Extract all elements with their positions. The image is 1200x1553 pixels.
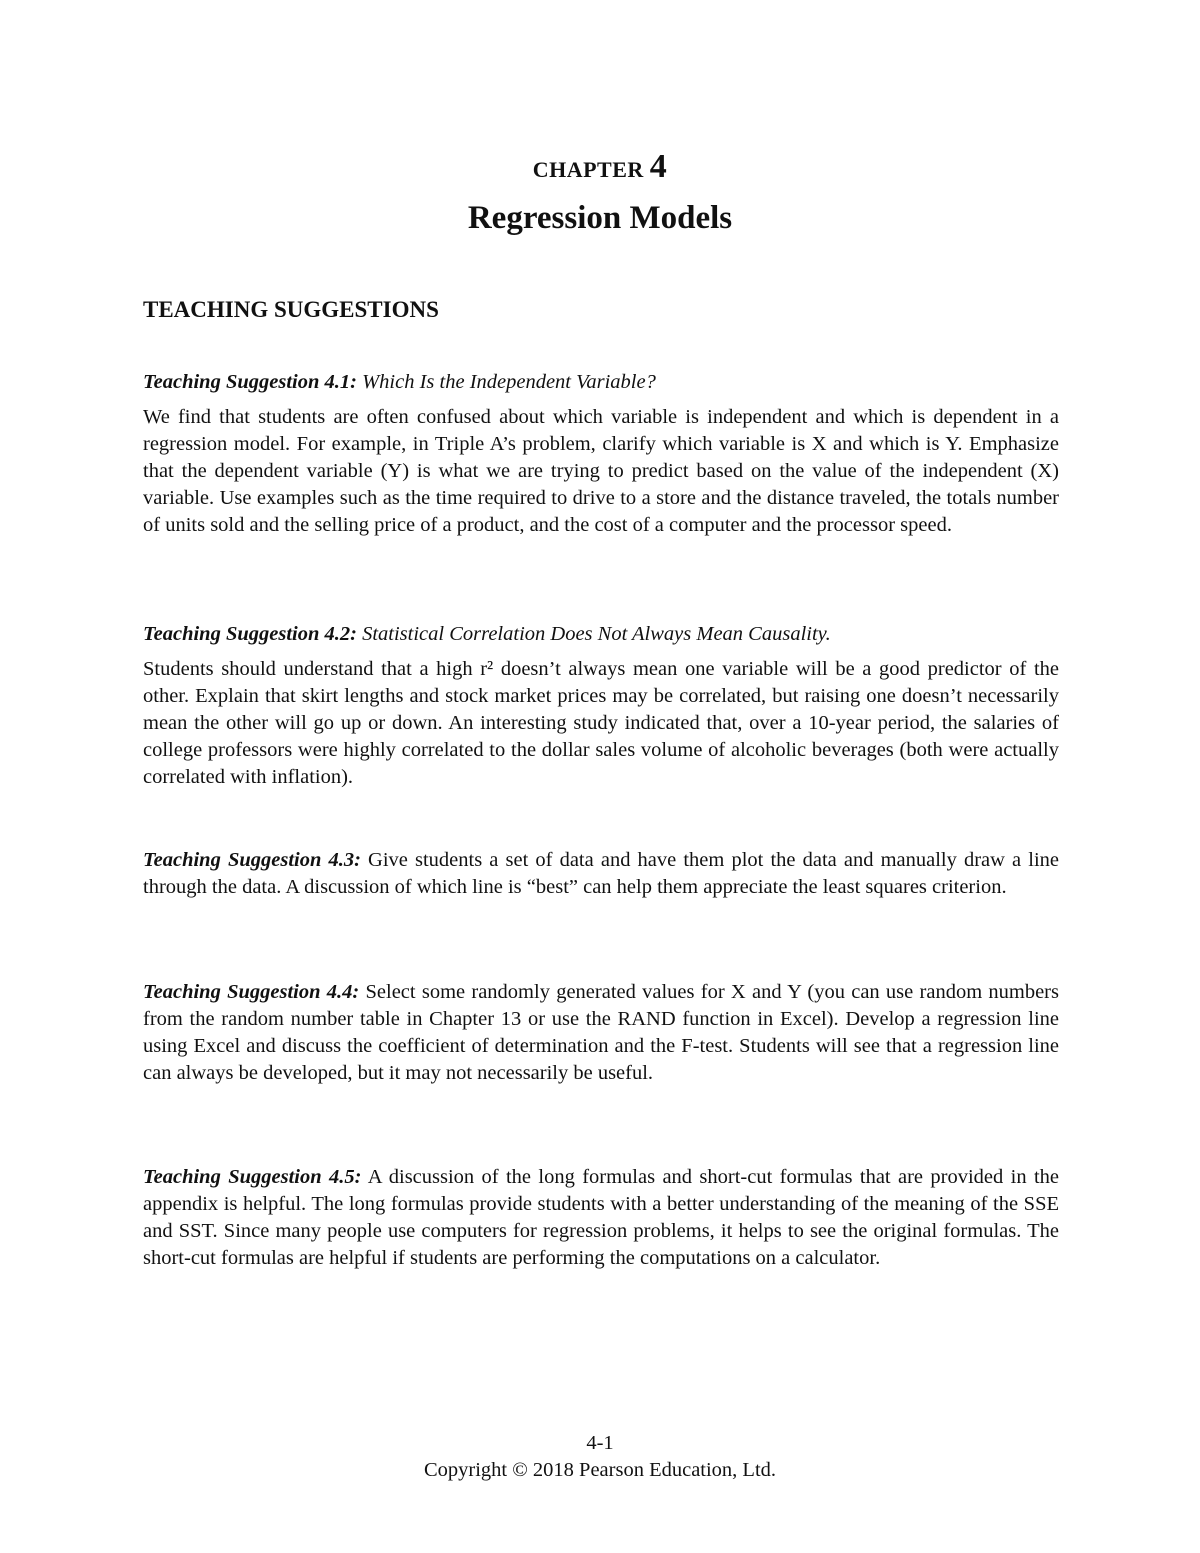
teaching-suggestion-4-3 (143, 847, 1059, 901)
chapter-title: Regression Models (467, 200, 733, 236)
suggestion-body: Students should understand that a high r² doesn’t always mean one variable will be a good predictor of the other. Explain that skirt lengths and stock market prices may be correlated, but raising one doesn’t necessarily mean the other will go up or down. An interesting study indicated that, over a 10-year period, the salaries of college professors were highly correlated to the dollar sales volume of alcoholic beverages (both were actually correlated with inflation). (143, 658, 1059, 788)
suggestion-body: We find that students are often confused about which variable is independent and which is dependent in a regression model. For example, in Triple A’s problem, clarify which variable is X and which is Y. Emphasize that the dependent variable (Y) is what we are trying to predict based on the value of the independent (X) variable. Use examples such as the time required to drive to a store and the distance traveled, the totals number of units sold and the selling price of a product, and the cost of a computer and the processor speed. (143, 406, 1059, 536)
suggestion-paragraph (143, 979, 1059, 1087)
teaching-suggestion-4-1 (143, 369, 1059, 539)
chapter-word: CHAPTER (532, 157, 644, 182)
suggestion-label: Teaching Suggestion 4.2: (143, 623, 357, 645)
suggestion-body: A discussion of the long formulas and short-cut formulas that are provided in the appendix is helpful. The long formulas provide students with a better understanding of the meaning of the SSE and SST. Since many people use computers for regression problems, it helps to see the original formulas. The short-cut formulas are helpful if students are performing the computations on a calculator. (143, 1166, 1059, 1269)
suggestion-subtitle: Statistical Correlation Does Not Always Mean Causality. (362, 623, 831, 645)
teaching-suggestion-4-2 (143, 621, 1059, 791)
page-number: 4-1 (586, 1432, 614, 1454)
teaching-suggestion-4-5 (143, 1164, 1059, 1272)
suggestion-body: Select some randomly generated values for X and Y (you can use random numbers from the random number table in Chapter 13 or use the RAND function in Excel). Develop a regression line using Excel and discuss the coefficient of determination and the F-test. Students will see that a regression line can always be developed, but it may not necessarily be useful. (143, 981, 1059, 1084)
suggestion-heading (143, 369, 1059, 396)
chapter-label (0, 148, 1200, 186)
suggestion-label: Teaching Suggestion 4.3: (143, 849, 361, 871)
suggestion-heading (143, 621, 1059, 648)
suggestion-label: Teaching Suggestion 4.5: (143, 1166, 362, 1188)
copyright-notice: Copyright © 2018 Pearson Education, Ltd. (423, 1459, 777, 1481)
suggestion-paragraph (143, 847, 1059, 901)
teaching-suggestion-4-4 (143, 979, 1059, 1087)
suggestion-paragraph (143, 1164, 1059, 1272)
section-heading: TEACHING SUGGESTIONS (143, 297, 439, 322)
suggestion-body: Give students a set of data and have them plot the data and manually draw a line through the data. A discussion of which line is “best” can help them appreciate the least squares criterion. (143, 849, 1059, 898)
suggestion-label: Teaching Suggestion 4.1: (143, 371, 357, 393)
suggestion-subtitle: Which Is the Independent Variable? (362, 371, 656, 393)
suggestion-label: Teaching Suggestion 4.4: (143, 981, 360, 1003)
chapter-number: 4 (649, 148, 668, 185)
